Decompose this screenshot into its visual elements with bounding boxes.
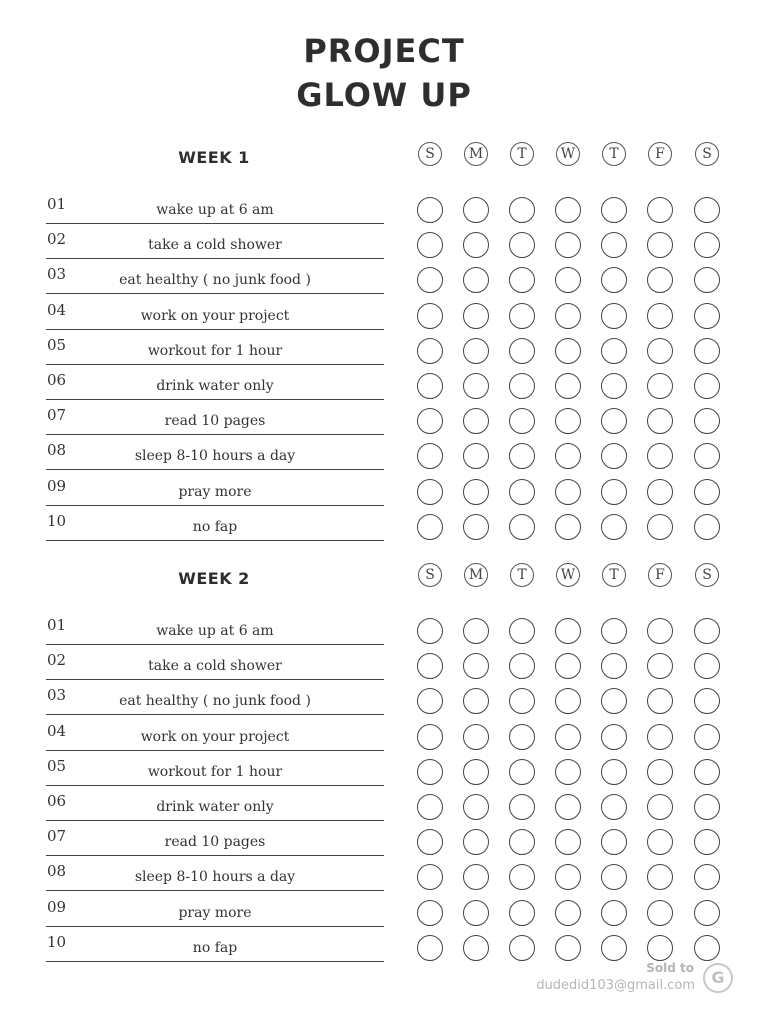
day-checkbox[interactable] <box>463 232 489 258</box>
day-checkbox[interactable] <box>647 479 673 505</box>
day-checkbox[interactable] <box>417 479 443 505</box>
task-text: read 10 pages <box>164 834 266 851</box>
day-checkbox[interactable] <box>555 688 581 714</box>
day-checkbox[interactable] <box>601 935 627 961</box>
task-number: 02 <box>47 230 67 249</box>
day-checkbox[interactable] <box>417 338 443 364</box>
day-checkbox[interactable] <box>601 373 627 399</box>
day-checkbox[interactable] <box>694 479 720 505</box>
task-number: 08 <box>47 441 67 460</box>
day-checkbox[interactable] <box>463 618 489 644</box>
day-checkbox[interactable] <box>417 443 443 469</box>
day-checkbox[interactable] <box>509 688 535 714</box>
task-text: work on your project <box>140 307 290 324</box>
day-checkbox[interactable] <box>647 373 673 399</box>
task-row <box>0 326 768 361</box>
day-checkbox[interactable] <box>647 408 673 434</box>
day-checkbox[interactable] <box>694 618 720 644</box>
task-text: sleep 8-10 hours a day <box>134 869 296 886</box>
task-text: take a cold shower <box>148 237 282 254</box>
day-checkbox[interactable] <box>555 794 581 820</box>
buyer-email: dudedid103@gmail.com <box>536 978 695 993</box>
task-row <box>0 641 768 676</box>
day-checkbox[interactable] <box>647 935 673 961</box>
day-checkbox[interactable] <box>509 479 535 505</box>
day-checkbox[interactable] <box>509 197 535 223</box>
task-text: no fap <box>192 518 238 535</box>
day-checkbox[interactable] <box>647 653 673 679</box>
task-number: 05 <box>47 335 67 354</box>
day-header: S <box>418 563 442 587</box>
day-checkbox[interactable] <box>509 829 535 855</box>
day-checkbox[interactable] <box>694 232 720 258</box>
task-underline <box>46 961 384 962</box>
day-checkbox[interactable] <box>694 794 720 820</box>
day-checkbox[interactable] <box>647 443 673 469</box>
day-headers <box>0 142 768 170</box>
task-row <box>0 396 768 431</box>
task-number: 06 <box>47 792 67 810</box>
day-checkbox[interactable] <box>509 373 535 399</box>
task-text: read 10 pages <box>164 413 266 430</box>
day-header: T <box>602 142 626 166</box>
day-checkbox[interactable] <box>509 514 535 540</box>
day-checkbox[interactable] <box>694 724 720 750</box>
task-text: take a cold shower <box>148 658 282 675</box>
day-checkbox[interactable] <box>601 443 627 469</box>
day-checkbox[interactable] <box>601 759 627 785</box>
gumroad-logo-icon: G <box>703 963 733 993</box>
day-checkbox[interactable] <box>509 267 535 293</box>
task-text: drink water only <box>156 378 274 394</box>
day-checkbox[interactable] <box>555 338 581 364</box>
task-row <box>0 747 768 782</box>
day-checkbox[interactable] <box>463 514 489 540</box>
task-row <box>0 852 768 887</box>
day-checkbox[interactable] <box>417 373 443 399</box>
week-label: WEEK 2 <box>178 569 250 588</box>
task-text: drink water only <box>156 799 274 815</box>
day-checkbox[interactable] <box>694 338 720 364</box>
day-header: F <box>648 142 672 166</box>
day-checkbox[interactable] <box>647 829 673 855</box>
day-checkbox[interactable] <box>601 864 627 890</box>
day-checkbox[interactable] <box>647 759 673 785</box>
day-checkbox[interactable] <box>509 232 535 258</box>
day-checkbox[interactable] <box>463 653 489 679</box>
day-checkbox[interactable] <box>463 864 489 890</box>
day-checkbox[interactable] <box>555 724 581 750</box>
day-checkbox[interactable] <box>694 864 720 890</box>
day-checkbox[interactable] <box>555 759 581 785</box>
day-checkbox[interactable] <box>417 408 443 434</box>
task-number: 01 <box>47 616 67 634</box>
task-number: 10 <box>47 511 67 530</box>
day-checkbox[interactable] <box>647 724 673 750</box>
day-checkbox[interactable] <box>463 303 489 329</box>
task-text: workout for 1 hour <box>147 763 283 780</box>
week-2-section <box>0 561 768 961</box>
day-checkbox[interactable] <box>463 479 489 505</box>
day-checkbox[interactable] <box>463 267 489 293</box>
day-checkbox[interactable] <box>555 900 581 926</box>
day-checkbox[interactable] <box>694 267 720 293</box>
task-row <box>0 431 768 466</box>
day-checkbox[interactable] <box>509 618 535 644</box>
day-checkbox[interactable] <box>555 935 581 961</box>
task-row <box>0 361 768 396</box>
day-checkbox[interactable] <box>417 794 443 820</box>
day-header: M <box>464 142 488 166</box>
day-checkbox[interactable] <box>463 794 489 820</box>
day-header: T <box>510 142 534 166</box>
day-checkbox[interactable] <box>694 653 720 679</box>
day-headers <box>0 563 768 591</box>
day-checkbox[interactable] <box>463 900 489 926</box>
task-number: 07 <box>47 406 67 425</box>
day-checkbox[interactable] <box>694 408 720 434</box>
day-checkbox[interactable] <box>694 443 720 469</box>
day-checkbox[interactable] <box>555 408 581 434</box>
day-checkbox[interactable] <box>647 267 673 293</box>
day-checkbox[interactable] <box>647 618 673 644</box>
day-checkbox[interactable] <box>647 303 673 329</box>
day-checkbox[interactable] <box>647 232 673 258</box>
task-text: wake up at 6 am <box>156 202 274 218</box>
task-number: 03 <box>47 265 67 284</box>
task-row <box>0 782 768 817</box>
task-row <box>0 467 768 502</box>
task-number: 04 <box>47 300 67 319</box>
day-header: T <box>510 563 534 587</box>
day-header: M <box>464 563 488 587</box>
day-checkbox[interactable] <box>601 794 627 820</box>
day-checkbox[interactable] <box>463 443 489 469</box>
day-checkbox[interactable] <box>694 373 720 399</box>
day-checkbox[interactable] <box>509 900 535 926</box>
task-row <box>0 255 768 290</box>
day-checkbox[interactable] <box>509 864 535 890</box>
day-checkbox[interactable] <box>463 829 489 855</box>
task-number: 02 <box>47 651 67 670</box>
task-row <box>0 712 768 747</box>
day-checkbox[interactable] <box>509 759 535 785</box>
day-checkbox[interactable] <box>509 794 535 820</box>
task-row <box>0 888 768 923</box>
day-checkbox[interactable] <box>463 759 489 785</box>
day-header: W <box>556 142 580 166</box>
day-checkbox[interactable] <box>601 688 627 714</box>
day-checkbox[interactable] <box>463 724 489 750</box>
day-checkbox[interactable] <box>694 514 720 540</box>
day-checkbox[interactable] <box>417 618 443 644</box>
task-number: 01 <box>47 195 67 213</box>
day-checkbox[interactable] <box>509 303 535 329</box>
day-checkbox[interactable] <box>694 688 720 714</box>
task-text: workout for 1 hour <box>147 342 283 359</box>
task-number: 05 <box>47 756 67 775</box>
day-checkbox[interactable] <box>694 197 720 223</box>
task-row <box>0 676 768 711</box>
day-checkbox[interactable] <box>694 935 720 961</box>
day-checkbox[interactable] <box>601 408 627 434</box>
day-checkbox[interactable] <box>463 935 489 961</box>
day-checkbox[interactable] <box>417 267 443 293</box>
task-number: 04 <box>47 721 67 740</box>
sold-to-label: Sold to <box>646 961 694 975</box>
day-checkbox[interactable] <box>417 197 443 223</box>
day-checkbox[interactable] <box>601 514 627 540</box>
task-text: pray more <box>178 904 252 921</box>
task-text: eat healthy ( no junk food ) <box>119 272 311 289</box>
day-checkbox[interactable] <box>647 197 673 223</box>
day-checkbox[interactable] <box>647 338 673 364</box>
day-checkbox[interactable] <box>417 935 443 961</box>
task-text: sleep 8-10 hours a day <box>134 448 296 465</box>
day-checkbox[interactable] <box>601 618 627 644</box>
day-checkbox[interactable] <box>555 232 581 258</box>
day-checkbox[interactable] <box>694 303 720 329</box>
day-checkbox[interactable] <box>417 864 443 890</box>
day-checkbox[interactable] <box>555 653 581 679</box>
task-number: 08 <box>47 862 67 881</box>
day-checkbox[interactable] <box>509 724 535 750</box>
day-checkbox[interactable] <box>601 267 627 293</box>
day-checkbox[interactable] <box>647 514 673 540</box>
day-checkbox[interactable] <box>417 514 443 540</box>
task-number: 07 <box>47 827 67 846</box>
day-checkbox[interactable] <box>647 864 673 890</box>
day-checkbox[interactable] <box>555 864 581 890</box>
day-header: S <box>695 142 719 166</box>
day-checkbox[interactable] <box>555 267 581 293</box>
task-underline <box>46 540 384 541</box>
day-checkbox[interactable] <box>601 653 627 679</box>
task-row <box>0 502 768 537</box>
day-checkbox[interactable] <box>601 900 627 926</box>
task-number: 09 <box>47 897 67 916</box>
day-header: W <box>556 563 580 587</box>
day-checkbox[interactable] <box>463 338 489 364</box>
task-text: eat healthy ( no junk food ) <box>119 693 311 710</box>
task-text: work on your project <box>140 728 290 745</box>
day-checkbox[interactable] <box>509 408 535 434</box>
day-checkbox[interactable] <box>694 829 720 855</box>
day-checkbox[interactable] <box>417 688 443 714</box>
day-header: S <box>418 142 442 166</box>
day-checkbox[interactable] <box>555 197 581 223</box>
task-text: no fap <box>192 939 238 956</box>
task-row <box>0 185 768 220</box>
day-checkbox[interactable] <box>601 479 627 505</box>
day-checkbox[interactable] <box>555 829 581 855</box>
day-checkbox[interactable] <box>647 794 673 820</box>
task-number: 10 <box>47 932 67 951</box>
day-checkbox[interactable] <box>417 232 443 258</box>
task-row <box>0 291 768 326</box>
task-text: wake up at 6 am <box>156 623 274 639</box>
day-checkbox[interactable] <box>463 688 489 714</box>
week-1-section <box>0 140 768 540</box>
day-checkbox[interactable] <box>555 443 581 469</box>
day-checkbox[interactable] <box>601 724 627 750</box>
day-checkbox[interactable] <box>509 338 535 364</box>
day-checkbox[interactable] <box>601 829 627 855</box>
day-checkbox[interactable] <box>647 688 673 714</box>
day-checkbox[interactable] <box>509 653 535 679</box>
day-checkbox[interactable] <box>417 303 443 329</box>
day-checkbox[interactable] <box>601 303 627 329</box>
day-checkbox[interactable] <box>417 829 443 855</box>
task-row <box>0 817 768 852</box>
day-checkbox[interactable] <box>555 618 581 644</box>
page-title-line-1: PROJECT <box>303 32 465 70</box>
day-checkbox[interactable] <box>601 232 627 258</box>
day-checkbox[interactable] <box>463 197 489 223</box>
day-checkbox[interactable] <box>463 408 489 434</box>
day-checkbox[interactable] <box>601 197 627 223</box>
task-number: 03 <box>47 686 67 705</box>
week-label: WEEK 1 <box>178 148 250 167</box>
day-checkbox[interactable] <box>694 759 720 785</box>
day-checkbox[interactable] <box>601 338 627 364</box>
day-checkbox[interactable] <box>555 479 581 505</box>
day-header: T <box>602 563 626 587</box>
day-checkbox[interactable] <box>417 759 443 785</box>
task-number: 06 <box>47 371 67 389</box>
day-checkbox[interactable] <box>555 303 581 329</box>
day-checkbox[interactable] <box>463 373 489 399</box>
day-checkbox[interactable] <box>509 935 535 961</box>
day-checkbox[interactable] <box>647 900 673 926</box>
day-checkbox[interactable] <box>417 724 443 750</box>
day-checkbox[interactable] <box>417 653 443 679</box>
task-number: 09 <box>47 476 67 495</box>
task-row <box>0 606 768 641</box>
day-checkbox[interactable] <box>555 373 581 399</box>
task-text: pray more <box>178 483 252 500</box>
day-header: S <box>695 563 719 587</box>
day-header: F <box>648 563 672 587</box>
task-row <box>0 923 768 958</box>
task-row <box>0 220 768 255</box>
day-checkbox[interactable] <box>417 900 443 926</box>
day-checkbox[interactable] <box>694 900 720 926</box>
page-title-line-2: GLOW UP <box>296 76 472 114</box>
day-checkbox[interactable] <box>509 443 535 469</box>
day-checkbox[interactable] <box>555 514 581 540</box>
